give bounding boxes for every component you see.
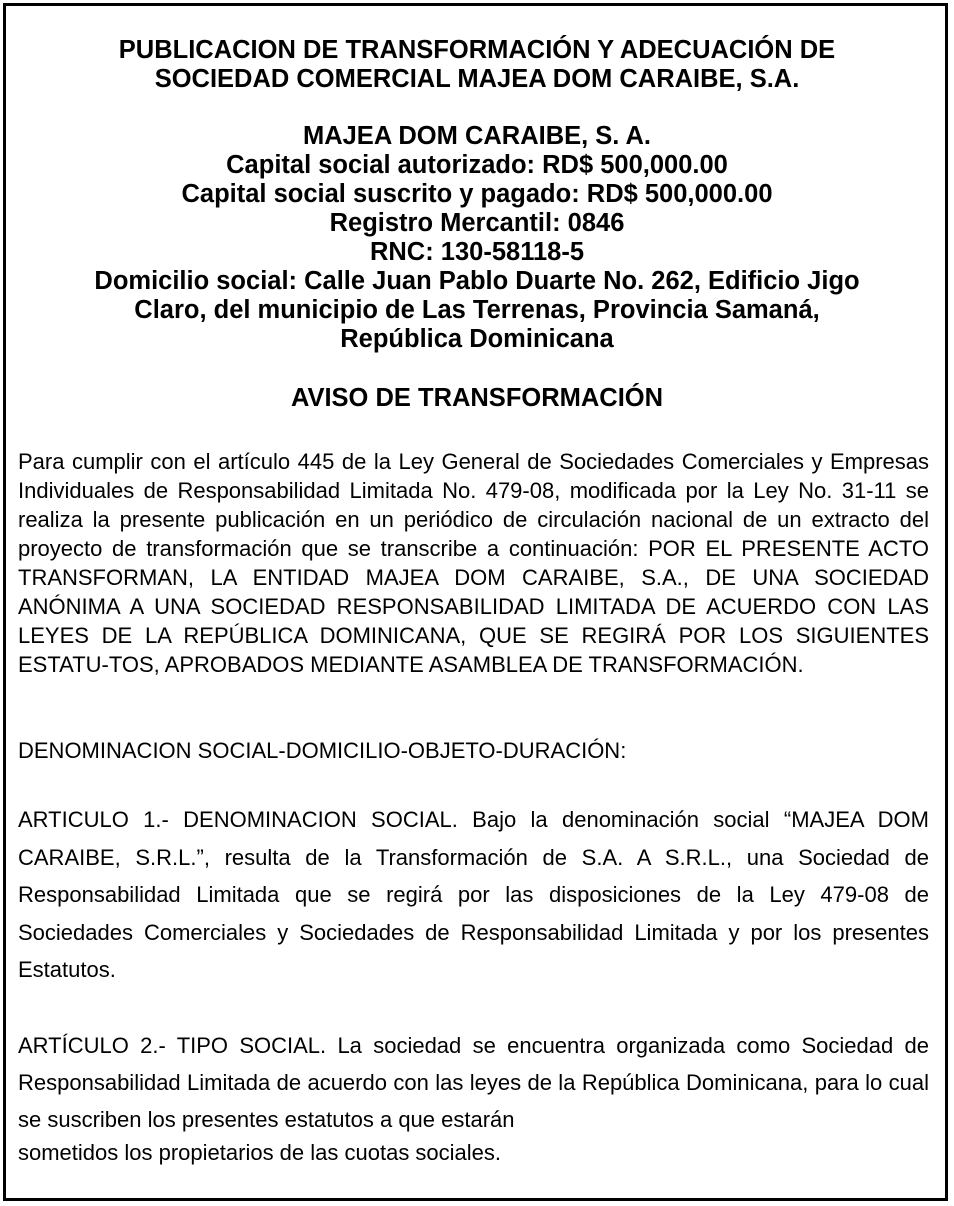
article-2-paragraph bbox=[18, 1027, 929, 1167]
title-line-1: PUBLICACION DE TRANSFORMACIÓN Y ADECUACIÓN DE bbox=[118, 36, 836, 64]
company-name: MAJEA DOM CARAIBE, S. A. bbox=[302, 122, 652, 150]
notice-heading-block bbox=[20, 384, 934, 413]
domicile-line-3: República Dominicana bbox=[340, 325, 614, 353]
article-2-last-line: sometidos los propietarios de las cuotas sociales. bbox=[18, 1140, 502, 1165]
authorized-capital: Capital social autorizado: RD$ 500,000.00 bbox=[226, 151, 728, 179]
domicile-line-2: Claro, del municipio de Las Terrenas, Provincia Samaná, bbox=[134, 296, 820, 324]
section-heading: DENOMINACION SOCIAL-DOMICILIO-OBJETO-DURACIÓN: bbox=[18, 738, 627, 763]
rnc-number: RNC: 130-58118-5 bbox=[369, 238, 585, 266]
title-line-2: SOCIEDAD COMERCIAL MAJEA DOM CARAIBE, S.A. bbox=[154, 65, 800, 93]
article-1-paragraph: ARTICULO 1.- DENOMINACION SOCIAL. Bajo la denominación social “MAJEA DOM CARAIBE, S.R.L.”, resulta de la Transformación de S.A. A S.R.L., una Sociedad de Responsabilidad Limitada que se regirá por las disposiciones de la Ley 479-08 de Sociedades Comerciales y Sociedades de Responsabilidad Limitada y por los presentes Estatutos. bbox=[18, 807, 929, 982]
article-2-text: ARTÍCULO 2.- TIPO SOCIAL. La sociedad se encuentra organizada como Sociedad de Responsabilidad Limitada de acuerdo con las leyes de la República Dominicana, para lo cual se suscriben los presentes estatutos a que estarán bbox=[18, 1033, 929, 1132]
domicile-line-1: Domicilio social: Calle Juan Pablo Duarte No. 262, Edificio Jigo bbox=[94, 267, 860, 295]
publication-title bbox=[20, 36, 934, 94]
notice-heading: AVISO DE TRANSFORMACIÓN bbox=[290, 384, 664, 412]
company-details bbox=[20, 122, 934, 354]
paid-capital: Capital social suscrito y pagado: RD$ 500,000.00 bbox=[181, 180, 773, 208]
mercantile-registry: Registro Mercantil: 0846 bbox=[329, 209, 625, 237]
intro-paragraph: Para cumplir con el artículo 445 de la Ley General de Sociedades Comerciales y Empresas Individuales de Responsabilidad Limitada No. 479-08, modificada por la Ley No. 31-11 se realiza la presente publicación en un periódico de circulación nacional de un extracto del proyecto de transformación que se transcribe a continuación: POR EL PRESENTE ACTO TRANSFORMAN, LA ENTIDAD MAJEA DOM CARAIBE, S.A., DE UNA SOCIEDAD ANÓNIMA A UNA SOCIEDAD RESPONSABILIDAD LIMITADA DE ACUERDO CON LAS LEYES DE LA REPÚBLICA DOMINICANA, QUE SE REGIRÁ POR LOS SIGUIENTES ESTATU-TOS, APROBADOS MEDIANTE ASAMBLEA DE TRANSFORMACIÓN. bbox=[18, 449, 929, 677]
